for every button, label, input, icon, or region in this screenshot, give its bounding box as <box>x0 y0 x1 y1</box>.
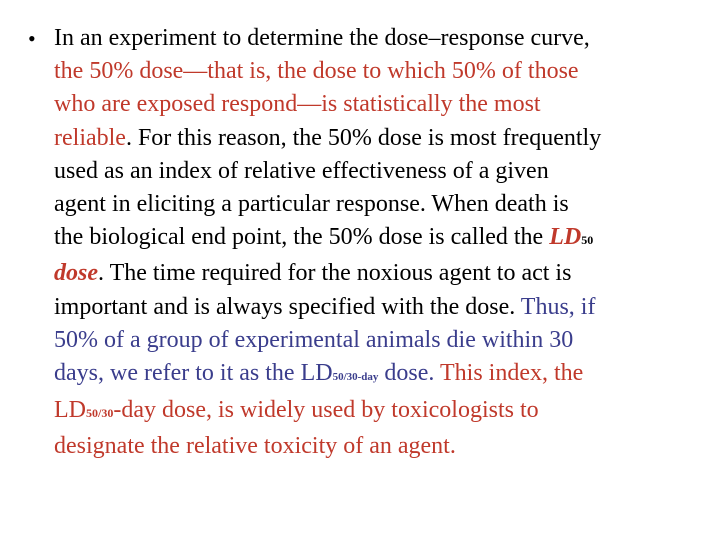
text-span: designate the relative toxicity of an agent. <box>54 433 456 460</box>
text-line <box>54 122 704 155</box>
text-span: important and is always specified with the dose. <box>54 293 521 320</box>
text-span: used as an index of relative effectiveness of a given <box>54 157 549 184</box>
text-line <box>54 221 704 257</box>
text-span: In an experiment to determine the dose–response curve, <box>54 25 590 51</box>
ld50-subscript: 50 <box>581 233 594 248</box>
text-line <box>54 22 704 55</box>
text-span: agent in eliciting a particular response. When death is <box>54 191 569 218</box>
ld50-term: LD <box>549 224 582 251</box>
text-line <box>54 430 704 463</box>
text-span: . For this reason, the 50% dose is most frequently <box>125 124 602 151</box>
ld50-30-subscript: 50/30-day <box>332 371 379 384</box>
body-paragraph <box>54 22 704 464</box>
text-span: 50% of a group of experimental animals die within 30 <box>54 326 574 353</box>
text-line <box>54 394 704 430</box>
text-span: the 50% dose—that is, the dose to which 50% of those <box>54 58 579 85</box>
bullet-point: • <box>28 26 36 51</box>
text-line <box>54 55 704 88</box>
text-line <box>54 188 704 221</box>
text-span: who are exposed respond—is statistically the most <box>54 91 541 118</box>
text-span: LD <box>54 397 86 424</box>
text-span: -day dose, is widely used by toxicologists to <box>113 397 539 424</box>
dose-term: dose <box>54 260 98 287</box>
ld50-30-subscript: 50/30 <box>86 406 114 421</box>
text-span: This index, the <box>439 360 584 387</box>
text-span: days, we refer to it as the LD <box>54 360 333 387</box>
text-line <box>54 257 704 290</box>
text-span: dose. <box>378 360 440 387</box>
text-span: . The time required for the noxious agent to act is <box>98 260 572 287</box>
text-line <box>54 88 704 121</box>
text-span: the biological end point, the 50% dose is called the <box>54 224 550 251</box>
text-line <box>54 291 704 324</box>
text-line <box>54 357 704 394</box>
text-span: reliable <box>54 124 126 151</box>
text-line <box>54 155 704 188</box>
text-span: Thus, if <box>520 293 596 320</box>
text-line <box>54 324 704 357</box>
